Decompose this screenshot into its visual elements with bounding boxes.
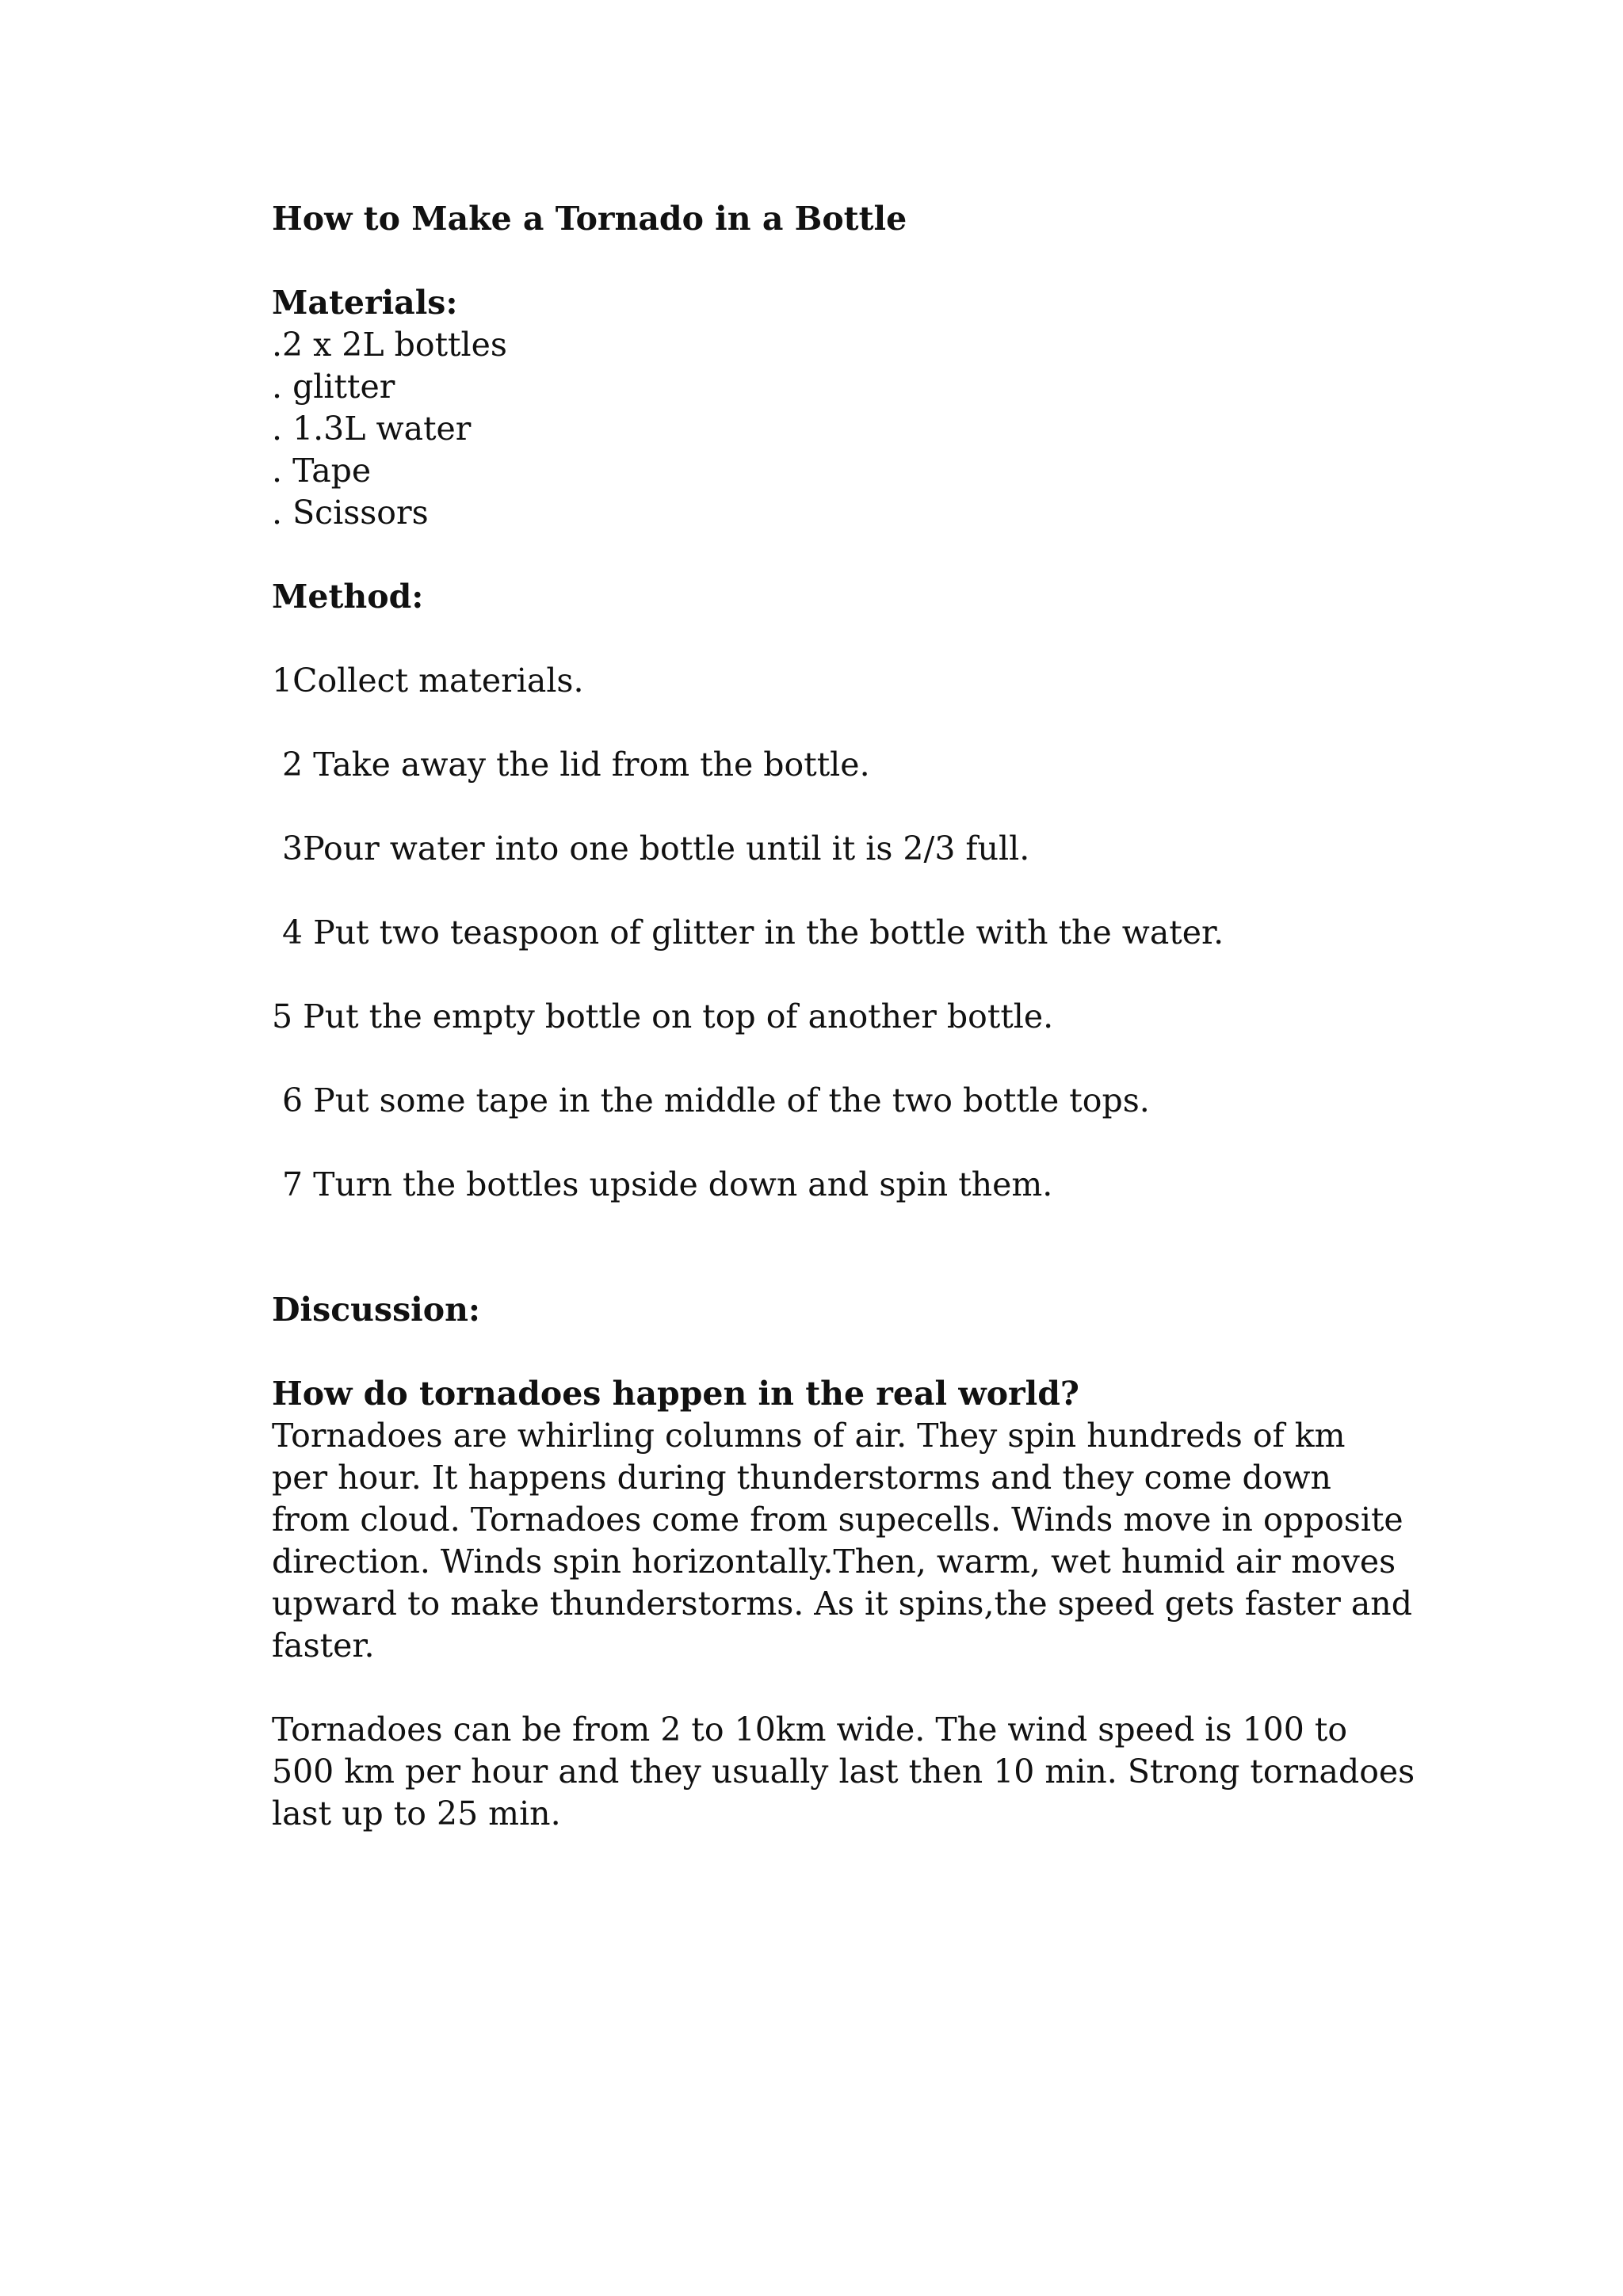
discussion-paragraph-line: per hour. It happens during thunderstorms and they come down: [272, 1459, 1331, 1497]
method-step: 1Collect materials.: [272, 662, 584, 700]
discussion-paragraph-line: upward to make thunderstorms. As it spins,the speed gets faster and: [272, 1585, 1412, 1623]
discussion-paragraph-line: Tornadoes are whirling columns of air. They spin hundreds of km: [272, 1417, 1346, 1455]
method-step: 2 Take away the lid from the bottle.: [272, 746, 870, 784]
method-step: 4 Put two teaspoon of glitter in the bottle with the water.: [272, 913, 1224, 952]
discussion-paragraph-line: direction. Winds spin horizontally.Then, warm, wet humid air moves: [272, 1543, 1396, 1581]
method-step: 3Pour water into one bottle until it is 2/3 full.: [272, 830, 1030, 868]
method-heading: Method:: [272, 578, 424, 616]
materials-heading: Materials:: [272, 284, 458, 322]
discussion-paragraph-line: 500 km per hour and they usually last then 10 min. Strong tornadoes: [272, 1753, 1415, 1791]
materials-item: . Tape: [272, 452, 372, 490]
method-step: 7 Turn the bottles upside down and spin them.: [272, 1165, 1053, 1203]
discussion-heading: Discussion:: [272, 1291, 481, 1329]
discussion-paragraph-line: Tornadoes can be from 2 to 10km wide. The wind speed is 100 to: [272, 1711, 1348, 1749]
document-title: How to Make a Tornado in a Bottle: [272, 200, 907, 238]
method-step: 6 Put some tape in the middle of the two bottle tops.: [272, 1081, 1150, 1119]
discussion-question: How do tornadoes happen in the real world?: [272, 1375, 1079, 1413]
materials-item: . Scissors: [272, 494, 429, 532]
discussion-paragraph-line: from cloud. Tornadoes come from supecells. Winds move in opposite: [272, 1501, 1403, 1539]
materials-item: . 1.3L water: [272, 410, 472, 448]
discussion-paragraph-line: faster.: [272, 1627, 375, 1665]
discussion-paragraph-line: last up to 25 min.: [272, 1794, 561, 1833]
method-step: 5 Put the empty bottle on top of another bottle.: [272, 997, 1054, 1035]
materials-item: .2 x 2L bottles: [272, 326, 507, 364]
materials-item: . glitter: [272, 368, 395, 406]
